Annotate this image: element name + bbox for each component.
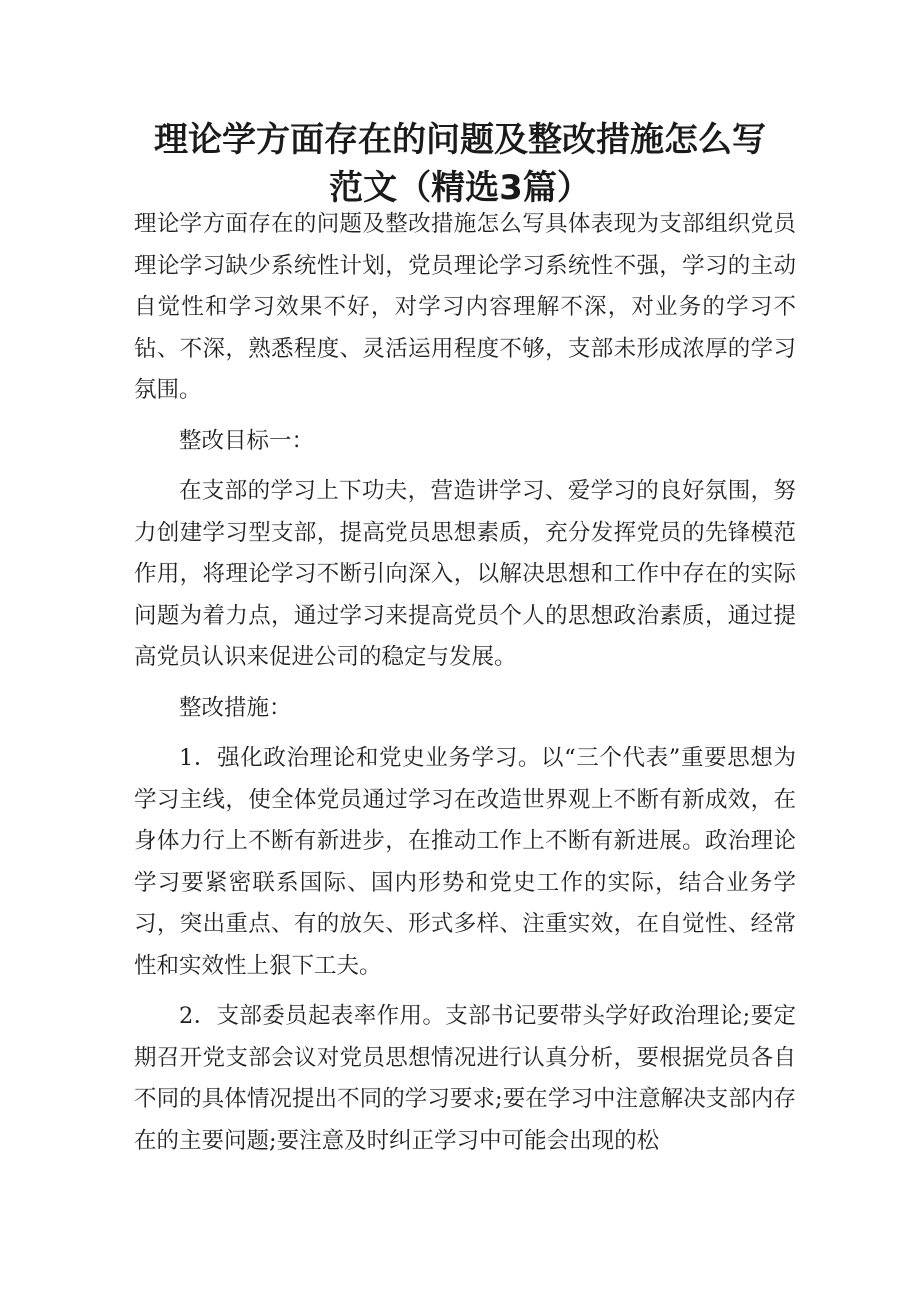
document-title-line-1: 理论学方面存在的问题及整改措施怎么写 — [154, 120, 766, 160]
measures-heading: 整改措施： — [179, 694, 292, 721]
measure-1-paragraph: 1．强化政治理论和党史业务学习。以“三个代表”重要思想为学习主线，使全体党员通过学习在改造世界观上不断有新成效，在身体力行上不断有新进步，在推动工作上不断有新进展。政治理论学习要紧密联系国际、国内形势和党史工作的实际，结合业务学习，突出重点、有的放矢、形式多样、注重实效，在自觉性、经常性和实效性上狠下工夫。 — [134, 745, 796, 979]
goal-paragraph: 在支部的学习上下功夫，营造讲学习、爱学习的良好氛围，努力创建学习型支部，提高党员思想素质，充分发挥党员的先锋模范作用，将理论学习不断引向深入，以解决思想和工作中存在的实际问题为着力点，通过学习来提高党员个人的思想政治素质，通过提高党员认识来促进公司的稳定与发展。 — [134, 478, 796, 670]
measure-2-paragraph: 2．支部委员起表率作用。支部书记要带头学好政治理论;要定期召开党支部会议对党员思想情况进行认真分析，要根据党员各自不同的具体情况提出不同的学习要求;要在学习中注意解决支部内存在的主要问题;要注意及时纠正学习中可能会出现的松 — [134, 1003, 796, 1154]
intro-paragraph: 理论学方面存在的问题及整改措施怎么写具体表现为支部组织党员理论学习缺少系统性计划，党员理论学习系统性不强，学习的主动自觉性和学习效果不好，对学习内容理解不深，对业务的学习不钻、不深，熟悉程度、灵活运用程度不够，支部未形成浓厚的学习氛围。 — [134, 211, 796, 403]
goal-heading: 整改目标一： — [179, 427, 315, 454]
document-title-line-2: 范文（精选3篇） — [329, 168, 591, 208]
document-body — [134, 204, 796, 1171]
